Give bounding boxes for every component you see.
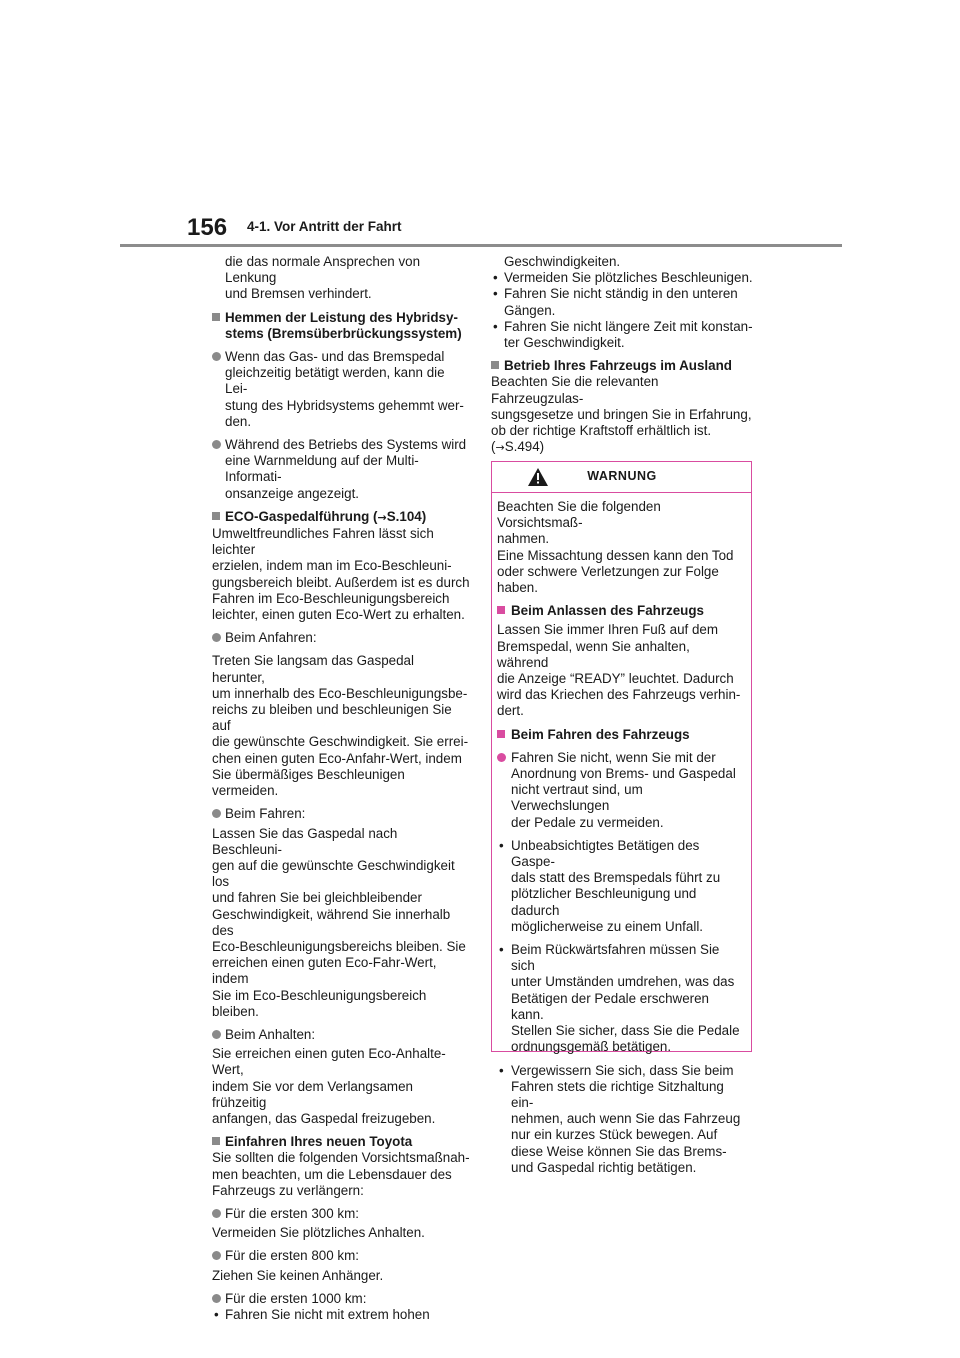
bullet-item: [212, 806, 470, 822]
text-line: Anordnung von Brems- und Gaspedal: [511, 766, 736, 782]
text-line: und Bremsen verhindert.: [225, 286, 372, 302]
text-line: Sie erreichen einen guten Eco-Anhalte-Wert,: [212, 1046, 446, 1078]
text-line: möglicherweise zu einem Unfall.: [511, 918, 704, 934]
text-line: Sie im Eco-Beschleunigungsbereich bleiben.: [212, 987, 427, 1019]
text-line: Wenn das Gas- und das Bremspedal: [225, 349, 445, 365]
warning-box: [491, 461, 752, 1175]
text-line: Fahren im Eco-Beschleunigungsbereich: [212, 590, 450, 606]
text-line: leichter, einen guten Eco-Wert zu erhalten.: [212, 607, 465, 623]
bullet-item: [212, 437, 470, 502]
text-line: • Vergewissern Sie sich, dass Sie beim: [511, 1062, 734, 1078]
text-line: die das normale Ansprechen von Lenkung: [225, 254, 421, 286]
bullet-item: [212, 1027, 470, 1043]
bullet-item: [497, 750, 743, 831]
text-line: Für die ersten 300 km:: [225, 1205, 359, 1221]
text-line: • Fahren Sie nicht längere Zeit mit konstan-: [504, 318, 753, 334]
paragraph: [212, 1150, 470, 1199]
text-line: Gängen.: [504, 302, 556, 318]
text-line: onsanzeige angezeigt.: [225, 485, 360, 501]
text-line: Beim Anfahren:: [225, 630, 317, 646]
dot-item: [497, 838, 743, 935]
bullet-item: [212, 349, 470, 430]
text-line: Geschwindigkeiten.: [504, 254, 621, 269]
warning-header: [492, 462, 751, 493]
dot-item: [491, 286, 753, 318]
text-line: oder schwere Verletzungen zur Folge: [497, 563, 719, 579]
heading-hybrid-inhibit: [212, 310, 470, 342]
heading-text: ECO-Gaspedalführung (: [225, 508, 378, 524]
heading-line: Beim Anlassen des Fahrzeugs: [511, 603, 704, 619]
text-line: [491, 439, 753, 456]
heading-line: [225, 509, 470, 526]
text-line: gleichzeitig betätigt werden, kann die Lei-: [225, 365, 445, 397]
text-line: Lassen Sie das Gaspedal nach Beschleuni-: [212, 825, 398, 857]
warning-intro: [497, 499, 743, 596]
text-line: die gewünschte Geschwindigkeit. Sie errei-: [212, 734, 469, 750]
text-line: der Pedale zu vermeiden.: [511, 814, 664, 830]
text-line: nahmen.: [497, 531, 550, 547]
text-line: erreichen einen guten Eco-Fahr-Wert, indem: [212, 955, 437, 987]
text-line: Beachten Sie die relevanten Fahrzeugzulas-: [491, 374, 659, 406]
heading-line: stems (Bremsüberbrückungssystem): [225, 325, 462, 341]
heading-line: Einfahren Ihres neuen Toyota: [225, 1134, 413, 1150]
dot-item: [497, 942, 743, 1055]
text-line: Treten Sie langsam das Gaspedal herunter,: [212, 653, 414, 685]
header-divider: [120, 244, 842, 247]
text-line: Für die ersten 1000 km:: [225, 1290, 367, 1306]
text-line: dert.: [497, 703, 524, 719]
text-line: Vermeiden Sie plötzliches Anhalten.: [212, 1225, 425, 1241]
dot-item: [491, 319, 753, 351]
left-column: [212, 254, 470, 1323]
text-line: • Beim Rückwärtsfahren müssen Sie sich: [511, 942, 720, 974]
text-line: plötzlicher Beschleunigung und dadurch: [511, 886, 697, 918]
paragraph: [212, 826, 470, 1020]
text-line: ter Geschwindigkeit.: [504, 335, 625, 351]
text-line: eine Warnmeldung auf der Multi-Informati-: [225, 453, 419, 485]
section-title: 4-1. Vor Antritt der Fahrt: [247, 219, 402, 234]
bullet-item: [212, 1291, 470, 1307]
text-line: Fahren stets die richtige Sitzhaltung ein-: [511, 1078, 724, 1110]
continued-item: [491, 254, 753, 270]
text-line: indem Sie vor dem Verlangsamen frühzeitig: [212, 1078, 413, 1110]
text-line: Geschwindigkeit, während Sie innerhalb des: [212, 906, 451, 938]
arrow-right-icon: →: [377, 510, 387, 524]
dot-item: [497, 1063, 743, 1176]
heading-break-in: [212, 1134, 470, 1150]
heading-eco-pedal: [212, 509, 470, 526]
heading-line: Beim Fahren des Fahrzeugs: [511, 726, 690, 742]
dot-item: [212, 1307, 470, 1323]
text-line: Lassen Sie immer Ihren Fuß auf dem: [497, 622, 719, 638]
text-line: Eine Missachtung dessen kann den Tod: [497, 547, 734, 563]
text-line: ob der richtige Kraftstoff erhältlich ist.: [491, 423, 712, 439]
right-column: [491, 254, 753, 456]
heading-line: Hemmen der Leistung des Hybridsy-: [225, 309, 458, 325]
text-line: • Fahren Sie nicht ständig in den unteren: [504, 286, 738, 302]
text-line: nicht vertraut sind, um Verwechslungen: [511, 782, 643, 814]
paren: (: [491, 439, 496, 455]
text-line: dals statt des Bremspedals führt zu: [511, 870, 721, 886]
text-line: • Vermeiden Sie plötzliches Beschleunigen.: [504, 270, 753, 286]
text-line: sungsgesetze und bringen Sie in Erfahrung,: [491, 406, 752, 422]
text-line: nehmen, auch wenn Sie das Fahrzeug: [511, 1111, 741, 1127]
text-line: wird das Kriechen des Fahrzeugs verhin-: [497, 687, 741, 703]
arrow-right-icon: →: [495, 441, 505, 455]
text-line: Beim Anhalten:: [225, 1026, 316, 1042]
text-line: Beim Fahren:: [225, 806, 306, 822]
text-line: Fahren Sie nicht, wenn Sie mit der: [511, 749, 716, 765]
text-line: und Gaspedal richtig betätigen.: [511, 1159, 697, 1175]
paragraph: [212, 653, 470, 799]
text-line: Stellen Sie sicher, dass Sie die Pedale: [511, 1023, 740, 1039]
paragraph: [212, 1046, 470, 1127]
text-line: ordnungsgemäß betätigen.: [511, 1039, 672, 1055]
page-reference-link[interactable]: S.104): [386, 508, 427, 524]
warning-heading-driving: [497, 727, 743, 743]
text-line: nur ein kurzes Stück bewegen. Auf: [511, 1127, 718, 1143]
text-line: men beachten, um die Lebensdauer des: [212, 1166, 452, 1182]
text-line: die Anzeige “READY” leuchtet. Dadurch: [497, 671, 734, 687]
text-line: und fahren Sie bei gleichbleibender: [212, 890, 422, 906]
text-line: • Unbeabsichtigtes Betätigen des Gaspe-: [511, 837, 700, 870]
heading-abroad: [491, 358, 753, 374]
text-line: Beachten Sie die folgenden Vorsichtsmaß-: [497, 499, 661, 531]
text-line: chen einen guten Eco-Anfahr-Wert, indem: [212, 750, 462, 766]
text-line: Eco-Beschleunigungsbereichs bleiben. Sie: [212, 938, 466, 954]
paragraph: [212, 526, 470, 623]
warning-body: [492, 493, 751, 1176]
text-line: Während des Betriebs des Systems wird: [225, 437, 467, 453]
text-line: reichs zu bleiben und beschleunigen Sie auf: [212, 702, 452, 734]
text-line: stung des Hybridsystems gehemmt wer-: [225, 397, 464, 413]
bullet-item: [212, 1206, 470, 1222]
text-line: Ziehen Sie keinen Anhänger.: [212, 1267, 384, 1283]
warning-heading-start: [497, 603, 743, 619]
text-line: diese Weise können Sie das Brems-: [511, 1143, 727, 1159]
text-line: Bremspedal, wenn Sie anhalten, während: [497, 638, 690, 670]
paragraph: [491, 374, 753, 456]
text-line: haben.: [497, 580, 538, 596]
text-line: unter Umständen umdrehen, was das: [511, 974, 735, 990]
text-line: • Fahren Sie nicht mit extrem hohen: [225, 1306, 430, 1322]
text-line: erzielen, indem man im Eco-Beschleuni-: [212, 558, 452, 574]
paragraph: [497, 622, 743, 719]
heading-line: Betrieb Ihres Fahrzeugs im Ausland: [504, 358, 732, 374]
bullet-item: [212, 1248, 470, 1264]
warning-title: WARNUNG: [587, 469, 657, 483]
text-line: Sie übermäßiges Beschleunigen vermeiden.: [212, 766, 405, 799]
text-line: Fahrzeugs zu verlängern:: [212, 1182, 364, 1198]
page-reference-link[interactable]: S.494): [504, 439, 545, 455]
text-line: Umweltfreundliches Fahren lässt sich leichter: [212, 526, 434, 558]
bullet-item: [212, 630, 470, 646]
text-line: anfangen, das Gaspedal freizugeben.: [212, 1110, 436, 1126]
text-line: Für die ersten 800 km:: [225, 1248, 359, 1264]
warning-triangle-icon: [528, 468, 548, 486]
text-line: gungsbereich bleibt. Außerdem ist es durch: [212, 574, 470, 590]
page-number: 156: [187, 214, 228, 241]
text-line: Sie sollten die folgenden Vorsichtsmaßnah-: [212, 1150, 470, 1166]
text-line: gen auf die gewünschte Geschwindigkeit los: [212, 857, 455, 890]
text-line: Betätigen der Pedale erschweren kann.: [511, 990, 710, 1022]
text-line: um innerhalb des Eco-Beschleunigungsbe-: [212, 685, 468, 701]
text-line: den.: [225, 413, 252, 429]
dot-item: [491, 270, 753, 286]
intro-paragraph: [212, 254, 470, 303]
